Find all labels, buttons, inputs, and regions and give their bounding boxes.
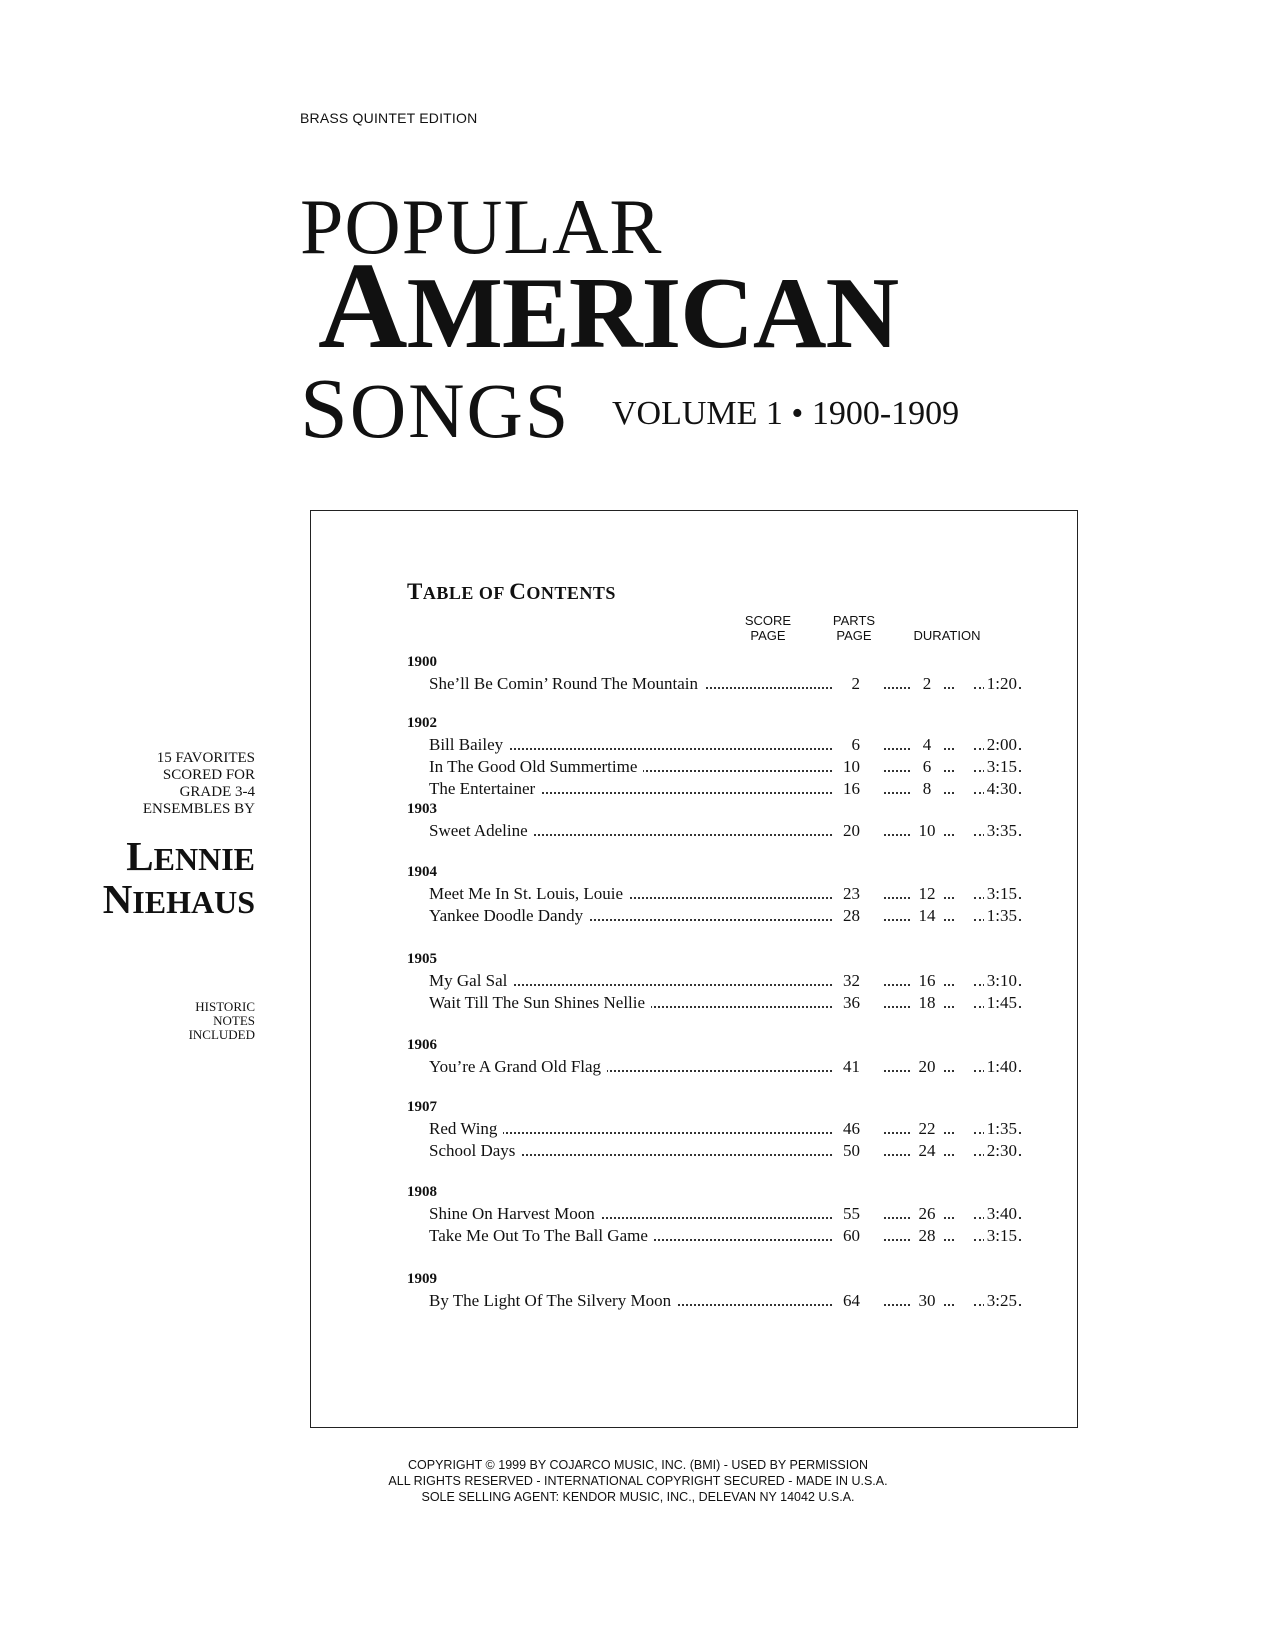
toc-row [429,1291,1017,1313]
parts-page: 6 [912,757,942,777]
toc-row [429,1057,1017,1079]
song-duration: 3:40 [984,1204,1017,1224]
song-duration: 1:35 [984,906,1017,926]
score-page: 20 [832,821,864,841]
toc-row [429,1141,1017,1163]
song-title: She’ll Be Comin’ Round The Mountain [429,674,704,694]
sidebar [25,750,255,1042]
song-title: Take Me Out To The Ball Game [429,1226,654,1246]
score-page: 10 [832,757,864,777]
composer-name: LENNIE NIEHAUS [102,833,255,922]
parts-page: 24 [912,1141,942,1161]
song-title: By The Light Of The Silvery Moon [429,1291,677,1311]
score-page: 6 [832,735,864,755]
column-header-duration: DURATION [913,628,981,643]
song-duration: 2:30 [984,1141,1017,1161]
year-heading: 1907 [407,1099,437,1115]
score-page: 36 [832,993,864,1013]
song-title: School Days [429,1141,521,1161]
title-line-popular: POPULAR [300,183,663,270]
sidebar-blurb: 15 FAVORITES SCORED FOR GRADE 3-4 ENSEMBLES BY [142,750,255,817]
toc-row [429,1226,1017,1248]
song-title: The Entertainer [429,779,541,799]
parts-page: 20 [912,1057,942,1077]
score-page: 64 [832,1291,864,1311]
parts-page: 22 [912,1119,942,1139]
parts-page: 26 [912,1204,942,1224]
song-title: In The Good Old Summertime [429,757,643,777]
song-duration: 4:30 [984,779,1017,799]
song-title: Shine On Harvest Moon [429,1204,601,1224]
year-heading: 1904 [407,864,437,880]
song-title: Sweet Adeline [429,821,534,841]
toc-row [429,674,1017,696]
song-title: Wait Till The Sun Shines Nellie [429,993,651,1013]
song-duration: 3:15 [984,757,1017,777]
column-header-score: SCORE PAGE [744,613,792,643]
toc-row [429,1119,1017,1141]
parts-page: 4 [912,735,942,755]
song-duration: 3:10 [984,971,1017,991]
parts-page: 10 [912,821,942,841]
score-page: 50 [832,1141,864,1161]
year-heading: 1906 [407,1037,437,1053]
year-heading: 1909 [407,1271,437,1287]
toc-row [429,971,1017,993]
score-page: 41 [832,1057,864,1077]
parts-page: 30 [912,1291,942,1311]
song-duration: 3:15 [984,1226,1017,1246]
year-heading: 1903 [407,801,437,817]
toc-row [429,1204,1017,1226]
score-page: 32 [832,971,864,991]
parts-page: 8 [912,779,942,799]
toc-row [429,757,1017,779]
column-header-parts: PARTS PAGE [832,613,876,643]
score-page: 2 [832,674,864,694]
song-title: Bill Bailey [429,735,509,755]
year-heading: 1905 [407,951,437,967]
song-title: Red Wing [429,1119,503,1139]
song-title: Meet Me In St. Louis, Louie [429,884,629,904]
song-duration: 1:35 [984,1119,1017,1139]
song-duration: 3:15 [984,884,1017,904]
score-page: 16 [832,779,864,799]
toc-row [429,993,1017,1015]
song-duration: 2:00 [984,735,1017,755]
toc-row [429,884,1017,906]
score-page: 55 [832,1204,864,1224]
parts-page: 12 [912,884,942,904]
song-duration: 1:40 [984,1057,1017,1077]
score-page: 46 [832,1119,864,1139]
title-line-songs: SONGS [300,360,571,456]
song-duration: 1:20 [984,674,1017,694]
year-heading: 1902 [407,715,437,731]
toc-row [429,735,1017,757]
parts-page: 16 [912,971,942,991]
table-of-contents [310,510,1078,1428]
edition-label: BRASS QUINTET EDITION [300,110,478,126]
score-page: 60 [832,1226,864,1246]
historic-notes-label: HISTORIC NOTES INCLUDED [188,999,255,1042]
score-page: 28 [832,906,864,926]
parts-page: 28 [912,1226,942,1246]
year-heading: 1900 [407,654,437,670]
year-heading: 1908 [407,1184,437,1200]
song-duration: 3:35 [984,821,1017,841]
song-title: My Gal Sal [429,971,513,991]
song-duration: 1:45 [984,993,1017,1013]
toc-row [429,906,1017,928]
title-line-american: AMERICAN [318,237,899,374]
volume-subtitle: VOLUME 1 • 1900-1909 [612,395,960,432]
parts-page: 14 [912,906,942,926]
song-title: You’re A Grand Old Flag [429,1057,607,1077]
song-title: Yankee Doodle Dandy [429,906,589,926]
song-duration: 3:25 [984,1291,1017,1311]
score-page: 23 [832,884,864,904]
toc-title: TABLE OF CONTENTS [407,579,616,604]
parts-page: 2 [912,674,942,694]
parts-page: 18 [912,993,942,1013]
toc-row [429,821,1017,843]
toc-row [429,779,1017,801]
copyright-notice: COPYRIGHT © 1999 BY COJARCO MUSIC, INC. (BMI) - USED BY PERMISSION ALL RIGHTS RESERVED - INTERNATIONAL COPYRIGHT SECURED - MADE IN U.S.A. SOLE SELLING AGENT: KENDOR MUSIC, INC., DELEVAN NY 14042 U.S.A. [388,1458,888,1504]
